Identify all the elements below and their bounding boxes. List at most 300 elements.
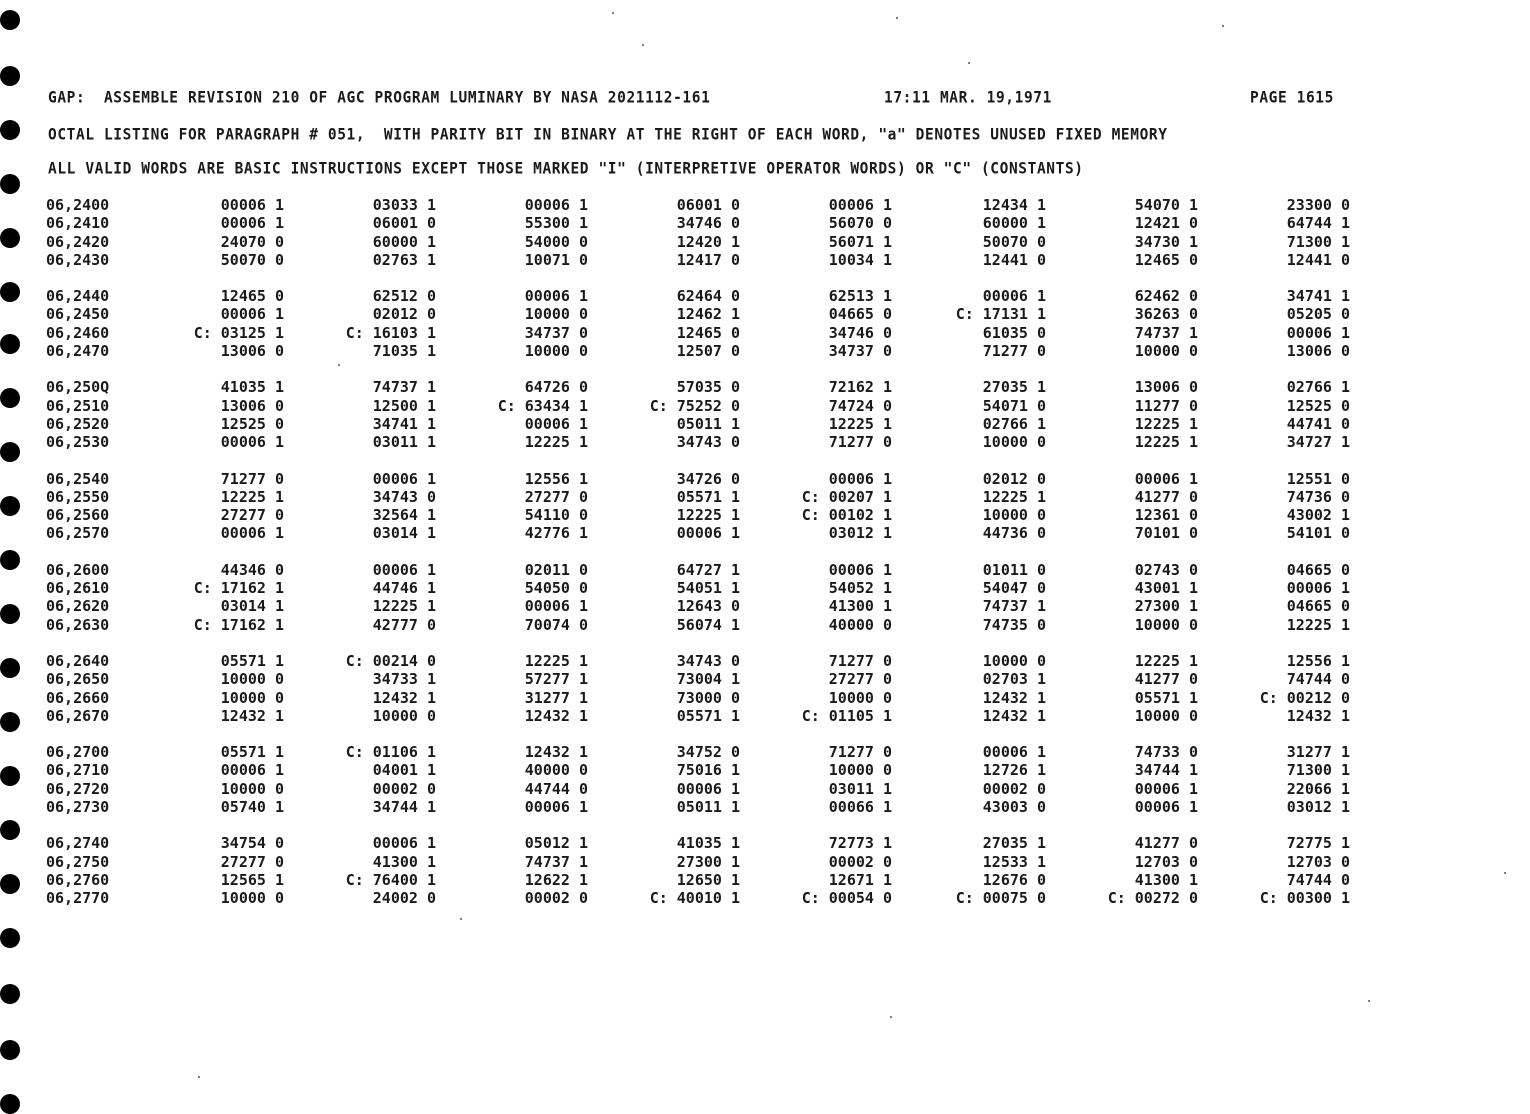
octal-word-cell: 27300 1 xyxy=(1134,597,1198,616)
octal-word-cell: 04665 0 xyxy=(1286,597,1350,616)
punch-hole xyxy=(0,120,20,140)
octal-word-cell: 12650 1 xyxy=(676,870,740,889)
address-cell: 06,2740 xyxy=(46,834,110,853)
address-cell: 06,2420 xyxy=(46,232,110,251)
octal-word-cell: 12703 0 xyxy=(1134,852,1198,871)
octal-word-cell: 06001 0 xyxy=(676,196,740,214)
octal-word-cell: 50070 0 xyxy=(982,232,1046,251)
listing-block xyxy=(0,834,1530,907)
address-cell: 06,2470 xyxy=(46,342,110,361)
punch-hole xyxy=(0,1040,20,1060)
octal-word-cell: 03033 1 xyxy=(372,196,436,214)
octal-word-cell: 34754 0 xyxy=(220,834,284,853)
table-row xyxy=(0,324,1530,342)
octal-word-cell: C: 01105 1 xyxy=(801,706,892,725)
octal-word-cell: 12441 0 xyxy=(982,250,1046,269)
octal-word-cell: 12417 0 xyxy=(676,250,740,269)
octal-word-cell: 73000 0 xyxy=(676,688,740,707)
octal-word-cell: C: 00102 1 xyxy=(801,506,892,525)
punch-hole xyxy=(0,66,20,86)
address-cell: 06,250Q xyxy=(46,378,110,397)
octal-word-cell: 12225 1 xyxy=(676,506,740,525)
octal-word-cell: 54070 1 xyxy=(1134,196,1198,214)
octal-word-cell: 00006 1 xyxy=(676,779,740,798)
address-cell: 06,2710 xyxy=(46,761,110,780)
octal-word-cell: 31277 1 xyxy=(524,688,588,707)
octal-word-cell: 12671 1 xyxy=(828,870,892,889)
octal-word-cell: 54051 1 xyxy=(676,579,740,598)
table-row xyxy=(0,287,1530,305)
octal-word-cell: 12726 1 xyxy=(982,761,1046,780)
octal-word-cell: 10000 0 xyxy=(220,670,284,689)
octal-word-cell: 70074 0 xyxy=(524,615,588,634)
octal-word-cell: 54110 0 xyxy=(524,506,588,525)
octal-word-cell: 00006 1 xyxy=(1134,798,1198,817)
octal-word-cell: 11277 0 xyxy=(1134,396,1198,415)
octal-word-cell: 02703 1 xyxy=(982,670,1046,689)
octal-word-cell: 01011 0 xyxy=(982,560,1046,579)
octal-word-cell: 00006 1 xyxy=(524,798,588,817)
punch-hole xyxy=(0,1094,20,1114)
octal-word-cell: 72775 1 xyxy=(1286,834,1350,853)
octal-word-cell: C: 40010 1 xyxy=(649,889,740,908)
octal-word-cell: 13006 0 xyxy=(1134,378,1198,397)
octal-word-cell: 34746 0 xyxy=(828,323,892,342)
scan-speck xyxy=(612,12,614,14)
octal-word-cell: 00006 1 xyxy=(676,524,740,543)
octal-word-cell: 74733 0 xyxy=(1134,743,1198,762)
octal-word-cell: 12676 0 xyxy=(982,870,1046,889)
table-row xyxy=(0,889,1530,907)
address-cell: 06,2550 xyxy=(46,487,110,506)
table-row xyxy=(0,433,1530,451)
table-row xyxy=(0,670,1530,688)
octal-word-cell: 27277 0 xyxy=(524,487,588,506)
octal-word-cell: 00006 1 xyxy=(524,597,588,616)
address-cell: 06,2730 xyxy=(46,798,110,817)
address-cell: 06,2720 xyxy=(46,779,110,798)
address-cell: 06,2410 xyxy=(46,214,110,233)
header-timestamp: 17:11 MAR. 19,1971 xyxy=(884,89,1052,107)
octal-word-cell: 00066 1 xyxy=(828,798,892,817)
octal-word-cell: 00006 1 xyxy=(828,560,892,579)
octal-word-cell: 41277 0 xyxy=(1134,670,1198,689)
octal-word-cell: 44744 0 xyxy=(524,779,588,798)
octal-word-cell: 12225 1 xyxy=(524,433,588,452)
octal-word-cell: 10000 0 xyxy=(982,433,1046,452)
octal-word-cell: 34744 1 xyxy=(1134,761,1198,780)
octal-word-cell: 73004 1 xyxy=(676,670,740,689)
octal-word-cell: 40000 0 xyxy=(524,761,588,780)
octal-word-cell: 64727 1 xyxy=(676,560,740,579)
table-row xyxy=(0,689,1530,707)
octal-word-cell: 05571 1 xyxy=(676,487,740,506)
octal-word-cell: 00006 1 xyxy=(1286,323,1350,342)
octal-word-cell: 74737 1 xyxy=(524,852,588,871)
octal-word-cell: 44746 1 xyxy=(372,579,436,598)
address-cell: 06,2630 xyxy=(46,615,110,634)
octal-word-cell: 03012 1 xyxy=(1286,798,1350,817)
listing-block xyxy=(0,196,1530,269)
table-row xyxy=(0,707,1530,725)
octal-word-cell: 10000 0 xyxy=(1134,342,1198,361)
octal-word-cell: 00006 1 xyxy=(372,560,436,579)
octal-word-cell: 13006 0 xyxy=(220,396,284,415)
octal-word-cell: C: 00272 0 xyxy=(1107,889,1198,908)
octal-word-cell: 12225 1 xyxy=(372,597,436,616)
table-row xyxy=(0,488,1530,506)
octal-word-cell: 34752 0 xyxy=(676,743,740,762)
octal-word-cell: 71035 1 xyxy=(372,342,436,361)
octal-word-cell: 12420 1 xyxy=(676,232,740,251)
address-cell: 06,2750 xyxy=(46,852,110,871)
octal-word-cell: 12225 1 xyxy=(828,414,892,433)
octal-word-cell: 10000 0 xyxy=(220,779,284,798)
listing-block xyxy=(0,378,1530,451)
octal-word-cell: 03014 1 xyxy=(220,597,284,616)
octal-word-cell: 02766 1 xyxy=(1286,378,1350,397)
octal-word-cell: 05571 1 xyxy=(676,706,740,725)
header-title: GAP: ASSEMBLE REVISION 210 OF AGC PROGRAM LUMINARY BY NASA 2021112-161 xyxy=(48,89,711,107)
octal-word-cell: 10000 0 xyxy=(220,889,284,908)
octal-word-cell: 12225 1 xyxy=(524,651,588,670)
octal-word-cell: 10000 0 xyxy=(372,706,436,725)
octal-word-cell: 10000 0 xyxy=(524,305,588,324)
octal-word-cell: 54047 0 xyxy=(982,579,1046,598)
octal-word-cell: 27277 0 xyxy=(828,670,892,689)
octal-word-cell: 05571 1 xyxy=(1134,688,1198,707)
table-row xyxy=(0,579,1530,597)
table-row xyxy=(0,798,1530,816)
octal-word-cell: 34741 1 xyxy=(372,414,436,433)
punch-hole xyxy=(0,928,20,948)
octal-word-cell: 50070 0 xyxy=(220,250,284,269)
octal-word-cell: 64726 0 xyxy=(524,378,588,397)
address-cell: 06,2700 xyxy=(46,743,110,762)
listing-block xyxy=(0,287,1530,360)
octal-word-cell: 00002 0 xyxy=(828,852,892,871)
octal-word-cell: 43002 1 xyxy=(1286,506,1350,525)
octal-word-cell: 72162 1 xyxy=(828,378,892,397)
octal-word-cell: 34741 1 xyxy=(1286,287,1350,306)
address-cell: 06,2400 xyxy=(46,196,110,214)
octal-word-cell: 02763 1 xyxy=(372,250,436,269)
octal-word-cell: 44741 0 xyxy=(1286,414,1350,433)
octal-word-cell: C: 00212 0 xyxy=(1259,688,1350,707)
octal-word-cell: 12225 1 xyxy=(1134,651,1198,670)
octal-word-cell: 54101 0 xyxy=(1286,524,1350,543)
scan-speck xyxy=(1222,25,1224,27)
octal-word-cell: 12225 1 xyxy=(220,487,284,506)
octal-word-cell: C: 17162 1 xyxy=(193,579,284,598)
octal-word-cell: 12361 0 xyxy=(1134,506,1198,525)
octal-word-cell: 13006 0 xyxy=(1286,342,1350,361)
table-row xyxy=(0,652,1530,670)
octal-word-cell: 02012 0 xyxy=(372,305,436,324)
scan-speck xyxy=(890,1016,892,1018)
octal-word-cell: 12225 1 xyxy=(982,487,1046,506)
octal-word-cell: 05012 1 xyxy=(524,834,588,853)
octal-word-cell: 05571 1 xyxy=(220,743,284,762)
octal-word-cell: C: 16103 1 xyxy=(345,323,436,342)
octal-word-cell: 10000 0 xyxy=(828,688,892,707)
address-cell: 06,2660 xyxy=(46,688,110,707)
octal-word-cell: 12432 1 xyxy=(1286,706,1350,725)
octal-word-cell: 12432 1 xyxy=(372,688,436,707)
octal-word-cell: 10000 0 xyxy=(828,761,892,780)
octal-word-cell: 42776 1 xyxy=(524,524,588,543)
octal-word-cell: 00006 1 xyxy=(220,433,284,452)
octal-word-cell: 10000 0 xyxy=(982,506,1046,525)
octal-word-cell: 41035 1 xyxy=(676,834,740,853)
octal-word-cell: 43001 1 xyxy=(1134,579,1198,598)
octal-word-cell: 00006 1 xyxy=(220,214,284,233)
octal-word-cell: 72773 1 xyxy=(828,834,892,853)
octal-word-cell: 34743 0 xyxy=(676,651,740,670)
octal-word-cell: 13006 0 xyxy=(220,342,284,361)
octal-word-cell: 40000 0 xyxy=(828,615,892,634)
table-row xyxy=(0,233,1530,251)
table-row xyxy=(0,561,1530,579)
address-cell: 06,2460 xyxy=(46,323,110,342)
scan-speck xyxy=(198,1076,200,1078)
page-number: PAGE 1615 xyxy=(1250,89,1334,107)
octal-word-cell: 02011 0 xyxy=(524,560,588,579)
octal-word-cell: 12462 1 xyxy=(676,305,740,324)
punch-hole xyxy=(0,10,20,30)
punch-hole xyxy=(0,174,20,194)
octal-word-cell: 03014 1 xyxy=(372,524,436,543)
octal-word-cell: 61035 0 xyxy=(982,323,1046,342)
octal-word-cell: 12432 1 xyxy=(982,706,1046,725)
octal-word-cell: 10000 0 xyxy=(220,688,284,707)
octal-word-cell: C: 00207 1 xyxy=(801,487,892,506)
address-cell: 06,2620 xyxy=(46,597,110,616)
octal-word-cell: 12525 0 xyxy=(220,414,284,433)
octal-word-cell: 44346 0 xyxy=(220,560,284,579)
octal-word-cell: 05205 0 xyxy=(1286,305,1350,324)
table-row xyxy=(0,342,1530,360)
octal-word-cell: 44736 0 xyxy=(982,524,1046,543)
octal-word-cell: 02743 0 xyxy=(1134,560,1198,579)
address-cell: 06,2600 xyxy=(46,560,110,579)
octal-word-cell: C: 17162 1 xyxy=(193,615,284,634)
punch-hole xyxy=(0,984,20,1004)
table-row xyxy=(0,834,1530,852)
octal-word-cell: 71277 0 xyxy=(982,342,1046,361)
octal-word-cell: C: 00054 0 xyxy=(801,889,892,908)
octal-word-cell: 71277 0 xyxy=(220,469,284,488)
octal-word-cell: 04665 0 xyxy=(1286,560,1350,579)
address-cell: 06,2760 xyxy=(46,870,110,889)
octal-word-cell: 22066 1 xyxy=(1286,779,1350,798)
octal-word-cell: 60000 1 xyxy=(982,214,1046,233)
octal-word-cell: 34727 1 xyxy=(1286,433,1350,452)
table-row xyxy=(0,761,1530,779)
octal-word-cell: 12533 1 xyxy=(982,852,1046,871)
octal-word-cell: 74744 0 xyxy=(1286,670,1350,689)
octal-word-cell: 32564 1 xyxy=(372,506,436,525)
octal-word-cell: C: 63434 1 xyxy=(497,396,588,415)
octal-listing xyxy=(0,196,1530,926)
octal-word-cell: 03011 1 xyxy=(828,779,892,798)
octal-word-cell: 41277 0 xyxy=(1134,834,1198,853)
octal-word-cell: 05011 1 xyxy=(676,414,740,433)
address-cell: 06,2570 xyxy=(46,524,110,543)
listing-block xyxy=(0,470,1530,543)
octal-word-cell: 12465 0 xyxy=(1134,250,1198,269)
octal-word-cell: 34737 0 xyxy=(828,342,892,361)
octal-word-cell: 00006 1 xyxy=(828,196,892,214)
address-cell: 06,2540 xyxy=(46,469,110,488)
listing-block xyxy=(0,561,1530,634)
octal-word-cell: 64744 1 xyxy=(1286,214,1350,233)
octal-word-cell: 54050 0 xyxy=(524,579,588,598)
octal-word-cell: 34743 0 xyxy=(372,487,436,506)
octal-word-cell: 57277 1 xyxy=(524,670,588,689)
octal-word-cell: 00006 1 xyxy=(1134,469,1198,488)
octal-word-cell: 00006 1 xyxy=(982,287,1046,306)
octal-word-cell: 70101 0 xyxy=(1134,524,1198,543)
octal-word-cell: 34744 1 xyxy=(372,798,436,817)
octal-word-cell: 00006 1 xyxy=(220,196,284,214)
octal-word-cell: 41300 1 xyxy=(372,852,436,871)
octal-word-cell: 05740 1 xyxy=(220,798,284,817)
octal-word-cell: 00006 1 xyxy=(220,761,284,780)
octal-word-cell: C: 03125 1 xyxy=(193,323,284,342)
octal-word-cell: 75016 1 xyxy=(676,761,740,780)
table-row xyxy=(0,196,1530,214)
octal-word-cell: 00006 1 xyxy=(220,305,284,324)
octal-word-cell: C: 17131 1 xyxy=(955,305,1046,324)
octal-word-cell: 10000 0 xyxy=(982,651,1046,670)
octal-word-cell: 42777 0 xyxy=(372,615,436,634)
octal-word-cell: 12525 0 xyxy=(1286,396,1350,415)
octal-word-cell: 36263 0 xyxy=(1134,305,1198,324)
octal-word-cell: C: 00214 0 xyxy=(345,651,436,670)
octal-word-cell: C: 75252 0 xyxy=(649,396,740,415)
address-cell: 06,2430 xyxy=(46,250,110,269)
address-cell: 06,2520 xyxy=(46,414,110,433)
octal-word-cell: 41277 0 xyxy=(1134,487,1198,506)
octal-word-cell: 05571 1 xyxy=(220,651,284,670)
octal-word-cell: 12703 0 xyxy=(1286,852,1350,871)
address-cell: 06,2640 xyxy=(46,651,110,670)
table-row xyxy=(0,524,1530,542)
octal-word-cell: 12643 0 xyxy=(676,597,740,616)
octal-word-cell: 00006 1 xyxy=(828,469,892,488)
octal-word-cell: 43003 0 xyxy=(982,798,1046,817)
octal-word-cell: 34743 0 xyxy=(676,433,740,452)
octal-word-cell: 10000 0 xyxy=(1134,615,1198,634)
address-cell: 06,2510 xyxy=(46,396,110,415)
octal-word-cell: 55300 1 xyxy=(524,214,588,233)
octal-word-cell: 71277 0 xyxy=(828,743,892,762)
octal-word-cell: 34730 1 xyxy=(1134,232,1198,251)
octal-word-cell: 00006 1 xyxy=(1286,579,1350,598)
address-cell: 06,2770 xyxy=(46,889,110,908)
table-row xyxy=(0,415,1530,433)
scan-speck xyxy=(968,62,970,64)
octal-word-cell: C: 00075 0 xyxy=(955,889,1046,908)
octal-word-cell: 62464 0 xyxy=(676,287,740,306)
table-row xyxy=(0,853,1530,871)
octal-word-cell: 10000 0 xyxy=(524,342,588,361)
octal-word-cell: 00006 1 xyxy=(372,469,436,488)
octal-word-cell: 12432 1 xyxy=(524,743,588,762)
octal-word-cell: 24002 0 xyxy=(372,889,436,908)
octal-word-cell: 12432 1 xyxy=(982,688,1046,707)
table-row xyxy=(0,616,1530,634)
octal-word-cell: 10000 0 xyxy=(1134,706,1198,725)
octal-word-cell: 12556 1 xyxy=(524,469,588,488)
table-row xyxy=(0,871,1530,889)
octal-word-cell: 71277 0 xyxy=(828,651,892,670)
octal-word-cell: 57035 0 xyxy=(676,378,740,397)
table-row xyxy=(0,743,1530,761)
octal-word-cell: 00006 1 xyxy=(1134,779,1198,798)
table-row xyxy=(0,470,1530,488)
listing-legend: ALL VALID WORDS ARE BASIC INSTRUCTIONS EXCEPT THOSE MARKED "I" (INTERPRETIVE OPERATOR WORDS) OR "C" (CONSTANTS) xyxy=(48,160,1084,178)
octal-word-cell: 74737 1 xyxy=(372,378,436,397)
octal-word-cell: 00002 0 xyxy=(524,889,588,908)
octal-word-cell: 10071 0 xyxy=(524,250,588,269)
octal-word-cell: 34737 0 xyxy=(524,323,588,342)
octal-word-cell: 12225 1 xyxy=(1134,433,1198,452)
octal-word-cell: C: 00300 1 xyxy=(1259,889,1350,908)
octal-word-cell: 24070 0 xyxy=(220,232,284,251)
octal-word-cell: 34746 0 xyxy=(676,214,740,233)
octal-word-cell: 23300 0 xyxy=(1286,196,1350,214)
octal-word-cell: 74735 0 xyxy=(982,615,1046,634)
octal-word-cell: 60000 1 xyxy=(372,232,436,251)
octal-word-cell: 00006 1 xyxy=(372,834,436,853)
octal-word-cell: 74724 0 xyxy=(828,396,892,415)
octal-word-cell: 12465 0 xyxy=(676,323,740,342)
octal-word-cell: 02766 1 xyxy=(982,414,1046,433)
octal-word-cell: 12432 1 xyxy=(220,706,284,725)
octal-word-cell: 12421 0 xyxy=(1134,214,1198,233)
octal-word-cell: 12432 1 xyxy=(524,706,588,725)
octal-word-cell: 27035 1 xyxy=(982,378,1046,397)
octal-word-cell: 06001 0 xyxy=(372,214,436,233)
address-cell: 06,2610 xyxy=(46,579,110,598)
octal-word-cell: 71300 1 xyxy=(1286,232,1350,251)
octal-word-cell: 54000 0 xyxy=(524,232,588,251)
octal-word-cell: 27277 0 xyxy=(220,506,284,525)
table-row xyxy=(0,597,1530,615)
octal-word-cell: 71300 1 xyxy=(1286,761,1350,780)
octal-word-cell: 74737 1 xyxy=(1134,323,1198,342)
octal-word-cell: 03011 1 xyxy=(372,433,436,452)
octal-word-cell: 62513 1 xyxy=(828,287,892,306)
listing-block xyxy=(0,652,1530,725)
octal-word-cell: 71277 0 xyxy=(828,433,892,452)
octal-word-cell: 31277 1 xyxy=(1286,743,1350,762)
octal-word-cell: 00006 1 xyxy=(524,287,588,306)
table-row xyxy=(0,397,1530,415)
listing-block xyxy=(0,743,1530,816)
octal-word-cell: 54052 1 xyxy=(828,579,892,598)
octal-word-cell: 12565 1 xyxy=(220,870,284,889)
octal-word-cell: 12622 1 xyxy=(524,870,588,889)
octal-word-cell: 00006 1 xyxy=(982,743,1046,762)
address-cell: 06,2530 xyxy=(46,433,110,452)
table-row xyxy=(0,378,1530,396)
octal-word-cell: 54071 0 xyxy=(982,396,1046,415)
octal-word-cell: 74736 0 xyxy=(1286,487,1350,506)
address-cell: 06,2670 xyxy=(46,706,110,725)
